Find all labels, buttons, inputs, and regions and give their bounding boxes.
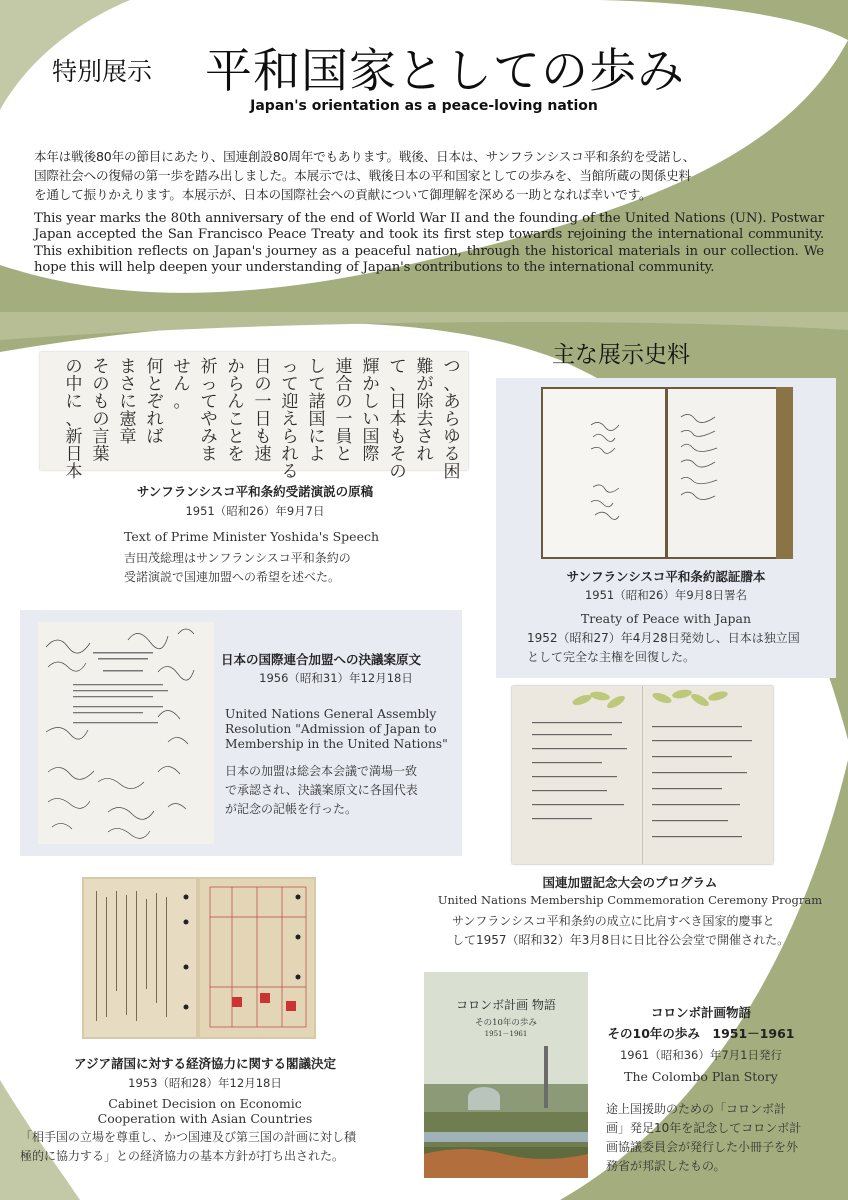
calligraphy-char: 葉 <box>92 444 110 465</box>
calligraphy-char: こ <box>227 409 245 430</box>
calligraphy-char: の <box>254 374 272 395</box>
resolution-en-line: United Nations General Assembly <box>225 707 437 721</box>
resolution-title-jp: 日本の国際連合加盟への決議案原文 <box>221 652 422 667</box>
calligraphy-char: っ <box>281 357 299 377</box>
calligraphy-char: 章 <box>119 427 137 447</box>
calligraphy-char: の <box>65 357 83 377</box>
calligraphy-char: 連 <box>335 357 353 377</box>
cabinet-en-line: Cabinet Decision on Economic <box>108 1096 302 1111</box>
calligraphy-char: て <box>200 392 218 412</box>
calligraphy-char: 除 <box>416 392 434 412</box>
speech-manuscript-image <box>40 352 468 482</box>
cabinet-desc-line: 極的に協力する」との経済協力の基本方針が打ち出された。 <box>20 1149 345 1163</box>
calligraphy-char: ん <box>173 374 191 395</box>
calligraphy-char: 日 <box>389 392 407 412</box>
resolution-en-line: Membership in the United Nations" <box>225 737 448 751</box>
intro-jp-line: 国際社会への復帰の第一歩を踏み出しました。本展示では、戦後日本の平和国家としての歩みを、当館所蔵の関係史料 <box>34 168 691 183</box>
speech-desc-line: 吉田茂総理はサンフランシスコ平和条約の <box>124 551 351 565</box>
calligraphy-char: る <box>281 462 299 482</box>
resolution-description <box>225 762 455 819</box>
speech-description <box>124 549 424 587</box>
speech-title-en: Text of Prime Minister Yoshida's Speech <box>124 529 380 544</box>
calligraphy-char: 困 <box>443 462 461 482</box>
calligraphy-char: 去 <box>416 409 434 430</box>
calligraphy-char: の <box>92 409 110 430</box>
program-title-en: United Nations Membership Commemoration Ceremony Program <box>437 893 823 907</box>
treaty-title-en: Treaty of Peace with Japan <box>580 611 752 626</box>
calligraphy-char: 一 <box>335 409 353 430</box>
calligraphy-char: ま <box>119 357 137 377</box>
calligraphy-char: 輝 <box>362 357 380 377</box>
calligraphy-char: 合 <box>335 374 353 395</box>
calligraphy-char: 言 <box>92 427 110 447</box>
calligraphy-char: さ <box>119 374 137 395</box>
calligraphy-char: を <box>227 444 245 465</box>
cabinet-title-jp: アジア諸国に対する経済協力に関する閣議決定 <box>73 1056 336 1071</box>
colombo-desc-line: 務省が邦訳したもの。 <box>606 1159 726 1173</box>
calligraphy-char: し <box>362 392 380 412</box>
cabinet-decision-image <box>82 877 316 1039</box>
calligraphy-char: 、 <box>389 374 407 395</box>
calligraphy-char: も <box>254 427 272 447</box>
calligraphy-char: 新 <box>65 427 83 447</box>
page-title: 平和国家としての歩み <box>205 44 685 99</box>
speech-desc-line: 受諾演説で国連加盟への希望を述べた。 <box>124 570 341 584</box>
calligraphy-char: ぞ <box>146 392 164 412</box>
calligraphy-char: 、 <box>443 374 461 395</box>
calligraphy-char: 日 <box>254 357 272 377</box>
resolution-desc-line: 日本の加盟は総会本会議で満場一致 <box>225 764 418 778</box>
calligraphy-char: て <box>308 374 326 395</box>
calligraphy-char: 。 <box>173 392 191 412</box>
calligraphy-char: と <box>146 374 164 395</box>
calligraphy-char: も <box>389 427 407 447</box>
program-description <box>452 912 842 950</box>
cabinet-date: 1953（昭和28）年12月18日 <box>128 1076 282 1090</box>
calligraphy-char: 一 <box>254 392 272 412</box>
calligraphy-char: の <box>389 462 407 482</box>
calligraphy-char: 本 <box>65 462 83 482</box>
calligraphy-char: ば <box>146 427 164 447</box>
colombo-desc-line: 画」発足10年を記念してコロンボ計 <box>606 1121 802 1135</box>
calligraphy-char: の <box>335 392 353 412</box>
resolution-title-en <box>225 707 448 752</box>
colombo-title-line: コロンボ計画物語 <box>650 1005 751 1020</box>
colombo-desc-line: 画協議委員会が発行した小冊子を外 <box>606 1140 799 1154</box>
intro-jp-line: を通して振りかえります。本展示が、日本の国際社会への貢献について御理解を深める一助となれば幸いです。 <box>34 187 652 202</box>
calligraphy-char: 中 <box>65 374 83 395</box>
calligraphy-char: に <box>119 392 137 412</box>
calligraphy-char: ゆ <box>443 427 461 447</box>
treaty-title-jp: サンフランシスコ平和条約認証謄本 <box>566 569 766 584</box>
calligraphy-char: て <box>281 374 299 395</box>
calligraphy-char: ら <box>443 409 461 430</box>
cabinet-desc-line: 「相手国の立場を尊重し、かつ国連及び第三国の計画に対し積 <box>20 1130 357 1144</box>
calligraphy-char: 何 <box>146 357 164 377</box>
treaty-desc-line: 1952（昭和27）年4月28日発効し、日本は独立国 <box>527 631 800 645</box>
calligraphy-char: い <box>362 409 380 430</box>
booklet-cover-subtitle: その10年の歩み <box>475 1018 537 1028</box>
calligraphy-char: れ <box>146 409 164 430</box>
booklet-cover-title: コロンボ計画 物語 <box>456 998 556 1012</box>
calligraphy-char: 難 <box>416 357 434 377</box>
calligraphy-char: れ <box>281 444 299 465</box>
calligraphy-char: ら <box>227 374 245 395</box>
colombo-date: 1961（昭和36）年7月1日発行 <box>619 1048 783 1062</box>
colombo-booklet-image <box>424 972 588 1178</box>
calligraphy-char: て <box>389 357 407 377</box>
colombo-title-en: The Colombo Plan Story <box>624 1069 778 1084</box>
calligraphy-char: 憲 <box>119 409 137 430</box>
calligraphy-char: 国 <box>308 409 326 430</box>
speech-date: 1951（昭和26）年9月7日 <box>185 504 325 518</box>
calligraphy-char: に <box>308 427 326 447</box>
calligraphy-char: れ <box>416 444 434 465</box>
calligraphy-char: ま <box>200 444 218 465</box>
page-subtitle: Japan's orientation as a peace-loving nation <box>250 98 598 114</box>
calligraphy-char: 本 <box>389 409 407 430</box>
section-heading: 主な展示史料 <box>552 342 690 368</box>
colombo-title-jp <box>596 1003 806 1042</box>
calligraphy-char: 国 <box>362 427 380 447</box>
calligraphy-char: ん <box>227 392 245 412</box>
program-desc-line: サンフランシスコ平和条約の成立に比肩すべき国家的慶事と <box>452 914 775 928</box>
calligraphy-char: も <box>92 392 110 412</box>
calligraphy-char: 員 <box>335 427 353 447</box>
calligraphy-char: 速 <box>254 444 272 465</box>
calligraphy-char: 諸 <box>308 392 326 412</box>
ceremony-program-image <box>512 686 773 864</box>
calligraphy-char: っ <box>200 374 218 395</box>
cabinet-en-line: Cooperation with Asian Countries <box>97 1111 313 1126</box>
calligraphy-char: 祈 <box>200 357 218 377</box>
calligraphy-char: そ <box>92 357 110 377</box>
calligraphy-char: か <box>362 374 380 395</box>
calligraphy-char: 日 <box>65 444 83 465</box>
exhibit-label: 特別展示 <box>52 57 153 86</box>
program-title-jp: 国連加盟記念大会のプログラム <box>542 875 718 890</box>
intro-english: This year marks the 80th anniversary of the end of World War II and the founding of the United Nations (UN). Postwar Japan accepted the San Francisco Peace Treaty and took its first step towards rejoining the international community. This exhibition reflects on Japan's journey as a peaceful nation, through the historical materials in our collection. We hope this will help deepen your understanding of Japan's contributions to the international community. <box>34 211 824 275</box>
calligraphy-char: し <box>308 357 326 377</box>
calligraphy-char: ら <box>281 427 299 447</box>
calligraphy-char: と <box>335 444 353 465</box>
calligraphy-char: に <box>65 392 83 412</box>
treaty-date: 1951（昭和26）年9月8日署名 <box>584 588 748 602</box>
speech-title-jp: サンフランシスコ平和条約受諾演説の原稿 <box>136 484 374 499</box>
calligraphy-char: や <box>200 409 218 430</box>
booklet-cover-years: 1951－1961 <box>484 1030 528 1038</box>
calligraphy-char: せ <box>173 357 191 377</box>
calligraphy-char: え <box>281 409 299 430</box>
calligraphy-strokes <box>40 352 468 482</box>
treaty-description <box>527 629 837 667</box>
treaty-book-image <box>541 387 793 559</box>
cabinet-description <box>20 1128 420 1166</box>
calligraphy-char: の <box>92 374 110 395</box>
calligraphy-char: 際 <box>362 444 380 465</box>
resolution-date: 1956（昭和31）年12月18日 <box>259 671 413 685</box>
calligraphy-char: よ <box>308 444 326 465</box>
intro-jp-line: 本年は戦後80年の節目にあたり、国連創設80周年でもあります。戦後、日本は、サンフランシスコ平和条約を受諾し、 <box>34 149 696 164</box>
calligraphy-char: と <box>227 427 245 447</box>
calligraphy-char: み <box>200 427 218 447</box>
calligraphy-char: さ <box>416 427 434 447</box>
resolution-en-line: Resolution "Admission of Japan to <box>225 722 437 736</box>
resolution-desc-line: が記念の記帳を行った。 <box>225 802 358 816</box>
calligraphy-char: 迎 <box>281 392 299 412</box>
colombo-title-line: その10年の歩み 1951－1961 <box>607 1026 795 1041</box>
calligraphy-char: つ <box>443 357 461 377</box>
calligraphy-char: が <box>416 374 434 395</box>
resolution-desc-line: で承認され、決議案原文に各国代表 <box>225 783 418 797</box>
calligraphy-char: 、 <box>65 409 83 430</box>
calligraphy-char: そ <box>389 444 407 465</box>
cabinet-title-en <box>20 1096 390 1126</box>
program-desc-line: して1957（昭和32）年3月8日に日比谷公会堂で開催された。 <box>452 933 790 947</box>
treaty-desc-line: として完全な主権を回復した。 <box>527 650 696 664</box>
intro-japanese <box>34 147 824 204</box>
calligraphy-char: あ <box>443 392 461 412</box>
colombo-desc-line: 途上国援助のための「コロンボ計 <box>606 1102 787 1116</box>
calligraphy-char: か <box>227 357 245 377</box>
resolution-document-image <box>38 622 214 844</box>
calligraphy-char: 日 <box>254 409 272 430</box>
calligraphy-char: る <box>443 444 461 465</box>
colombo-description <box>606 1100 806 1176</box>
